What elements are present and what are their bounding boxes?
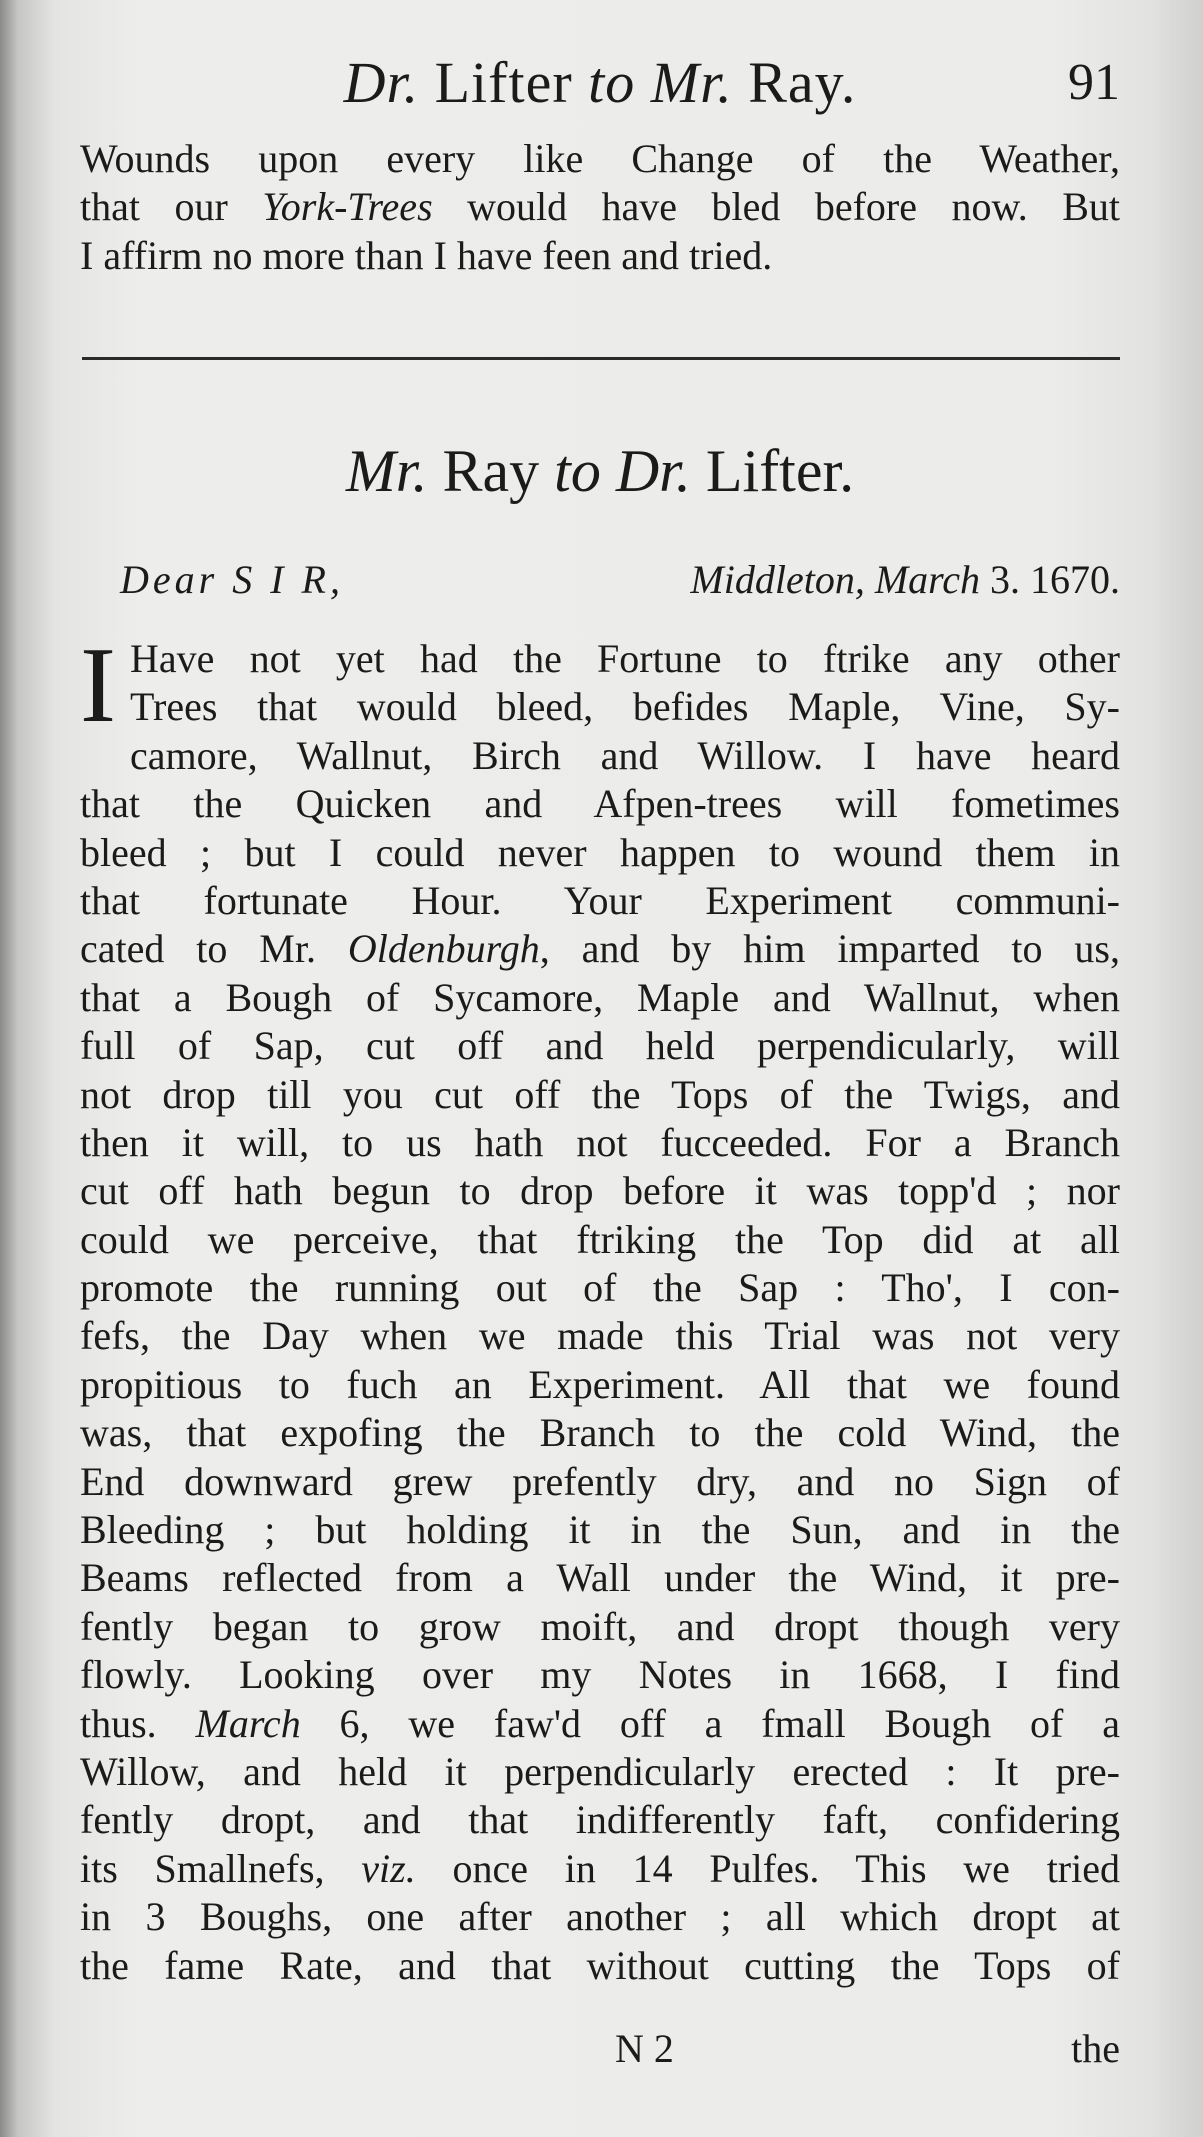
running-head [80, 48, 1120, 118]
letter-line: that fortunate Hour. Your Experiment communi- [80, 877, 1120, 923]
letter-line: End downward grew prefently dry, and no Sign of [80, 1458, 1120, 1504]
letter-line: camore, Wallnut, Birch and Willow. I have heard [129, 732, 1120, 778]
dateline-place: Middleton, March [690, 557, 980, 602]
continuation-line: Wounds upon every like Change of the Weather, [80, 136, 1120, 181]
letter-line: bleed ; but I could never happen to wound them in [80, 829, 1120, 875]
letter-title-space [601, 438, 616, 504]
running-title-dr: Dr. [343, 50, 420, 115]
letter-line: its Smallnefs, viz. once in 14 Pulfes. This we tried [80, 1845, 1120, 1891]
letter-line: fently began to grow moift, and dropt though very [80, 1603, 1120, 1649]
continuation-text [80, 135, 1120, 280]
dateline-date: 3. 1670. [980, 557, 1120, 602]
letter-line: could we perceive, that ftriking the Top did at all [80, 1216, 1120, 1262]
letter-line: Trees that would bleed, befides Maple, Vine, Sy- [129, 684, 1120, 730]
letter-line: thus. March 6, we faw'd off a fmall Bough of a [80, 1700, 1120, 1746]
running-title-mr: Mr. [650, 50, 733, 115]
catchword: the [1071, 2026, 1120, 2071]
letter-title-lister: Lifter. [690, 438, 855, 504]
letter-title-dr: Dr. [615, 438, 691, 504]
letter-line: Have not yet had the Fortune to ftrike any other [129, 636, 1120, 681]
running-title-space [635, 50, 651, 115]
signature-mark: N 2 [615, 2026, 674, 2071]
continuation-line: I affirm no more than I have feen and tried. [80, 232, 773, 278]
running-title-ray: Ray. [732, 50, 857, 115]
letter-line: that a Bough of Sycamore, Maple and Wallnut, when [80, 974, 1120, 1020]
letter-title-to: to [554, 438, 601, 504]
letter-line: propitious to fuch an Experiment. All that we found [80, 1361, 1120, 1407]
letter-line: not drop till you cut off the Tops of the Twigs, and [80, 1071, 1120, 1117]
running-title [80, 48, 1120, 118]
letter-line: the fame Rate, and that without cutting the Tops of [80, 1942, 1120, 1988]
letter-line: was, that expofing the Branch to the cold Wind, the [80, 1410, 1120, 1456]
letter-line: promote the running out of the Sap : Tho', I con- [80, 1265, 1120, 1311]
salutation: Dear S I R, [120, 557, 344, 602]
letter-line: Beams reflected from a Wall under the Wind, it pre- [80, 1555, 1120, 1601]
letter-title-ray: Ray [427, 438, 555, 504]
section-rule [82, 357, 1120, 360]
letter-line: then it will, to us hath not fucceeded. For a Branch [80, 1119, 1120, 1165]
dateline [690, 552, 1120, 608]
letter-line: Willow, and held it perpendicularly erected : It pre- [80, 1748, 1120, 1794]
letter-line: cated to Mr. Oldenburgh, and by him imparted to us, [80, 926, 1120, 972]
letter-line: that the Quicken and Afpen-trees will fometimes [80, 781, 1120, 827]
letter-line: Bleeding ; but holding it in the Sun, and in the [80, 1507, 1120, 1553]
letter-line: full of Sap, cut off and held perpendicularly, will [80, 1023, 1120, 1069]
letter-line: in 3 Boughs, one after another ; all which dropt at [80, 1894, 1120, 1940]
running-title-to: to [588, 50, 636, 115]
letter-title [80, 435, 1120, 507]
letter-body [80, 626, 1120, 1990]
letter-line: fefs, the Day when we made this Trial was not very [80, 1313, 1120, 1359]
letter-title-mr: Mr. [345, 438, 428, 504]
drop-cap: I [80, 626, 116, 745]
letter-line: cut off hath begun to drop before it was topp'd ; nor [80, 1168, 1120, 1214]
running-title-lister: Lifter [419, 50, 589, 115]
continuation-line: that our York-Trees would have bled before now. But [80, 184, 1120, 230]
page-number: 91 [1068, 54, 1120, 111]
letter-line: fently dropt, and that indifferently faft, confidering [80, 1797, 1120, 1843]
salutation-row [120, 552, 1120, 608]
page-footer [80, 2024, 1120, 2074]
letter-line: flowly. Looking over my Notes in 1668, I find [80, 1652, 1120, 1698]
